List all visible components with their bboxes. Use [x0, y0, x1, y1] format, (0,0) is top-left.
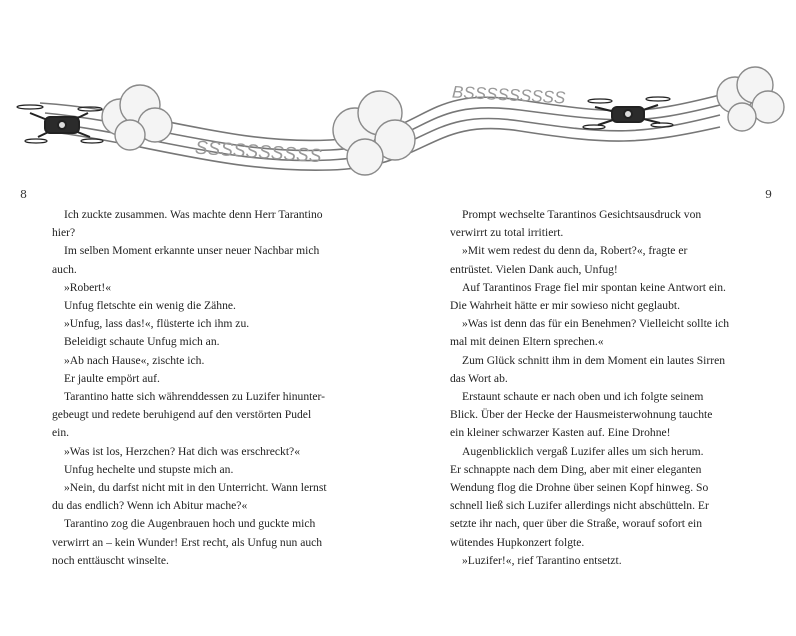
text-line: ein kleiner schwarzer Kasten auf. Eine Drohne! — [450, 426, 671, 440]
text-line: »Robert!« — [64, 280, 112, 294]
page-number-right: 9 — [765, 188, 772, 201]
text-line: das Wort ab. — [450, 371, 508, 385]
text-line: »Was ist denn das für ein Benehmen? Vielleicht sollte ich — [462, 317, 729, 331]
text-line: Auf Tarantinos Frage fiel mir spontan keine Antwort ein. — [462, 280, 726, 294]
cloud-left — [102, 85, 172, 150]
text-line: noch enttäuscht winselte. — [52, 553, 169, 567]
text-line: Unfug fletschte ein wenig die Zähne. — [64, 299, 236, 313]
drone-flight-illustration — [0, 55, 796, 195]
text-line: schnell ließ sich Luzifer allerdings nicht abschütteln. Er — [450, 499, 709, 513]
text-line: Im selben Moment erkannte unser neuer Nachbar mich — [64, 244, 320, 258]
drone-right-icon — [583, 97, 673, 129]
text-line: Blick. Über der Hecke der Hausmeisterwohnung tauchte — [450, 408, 713, 422]
left-page-text — [52, 206, 368, 570]
text-line: »Luzifer!«, rief Tarantino entsetzt. — [462, 553, 622, 567]
text-line: Prompt wechselte Tarantinos Gesichtsausdruck von — [462, 208, 702, 221]
text-line: Ich zuckte zusammen. Was machte denn Herr Tarantino — [64, 208, 323, 221]
text-line: entrüstet. Vielen Dank auch, Unfug! — [450, 262, 618, 276]
text-line: Erstaunt schaute er nach oben und ich folgte seinem — [462, 390, 704, 404]
text-line: »Was ist los, Herzchen? Hat dich was erschreckt?« — [64, 444, 301, 458]
text-line: verwirrt zu total irritiert. — [450, 226, 564, 240]
text-line: auch. — [52, 262, 77, 276]
text-line: wütendes Hupkonzert folgte. — [450, 535, 585, 549]
text-line: Er jaulte empört auf. — [64, 371, 160, 385]
text-line: Er schnappte nach dem Ding, aber mit einer eleganten — [450, 462, 702, 476]
text-line: du das endlich? Wenn ich Abitur mache?« — [52, 499, 248, 513]
text-line: setzte ihr nach, quer über die Straße, worauf sofort ein — [450, 517, 703, 531]
text-line: ein. — [52, 426, 70, 440]
text-line: Augenblicklich vergaß Luzifer alles um sich herum. — [462, 444, 704, 458]
text-line: Tarantino hatte sich währenddessen zu Luzifer hinunter- — [64, 390, 326, 404]
sound-effect-left: SSSSSSSSSS — [194, 137, 323, 168]
text-line: mal mit deinen Eltern sprechen.« — [450, 335, 604, 349]
text-line: Tarantino zog die Augenbrauen hoch und guckte mich — [64, 517, 316, 531]
text-line: »Mit wem redest du denn da, Robert?«, fragte er — [462, 244, 688, 258]
cloud-right — [717, 67, 784, 131]
page-number-left: 8 — [20, 188, 27, 201]
sound-effect-right: BSSSSSSSSS — [451, 82, 566, 108]
right-page-text — [450, 206, 746, 570]
text-line: »Nein, du darfst nicht mit in den Unterricht. Wann lernst — [64, 481, 327, 495]
text-line: verwirrt an – kein Wunder! Erst recht, als Unfug nun auch — [52, 535, 323, 549]
text-line: »Unfug, lass das!«, flüsterte ich ihm zu. — [64, 317, 250, 331]
text-line: Die Wahrheit hätte er mir sowieso nicht geglaubt. — [450, 299, 681, 313]
text-line: Unfug hechelte und stupste mich an. — [64, 462, 234, 476]
text-line: gebeugt und redete beruhigend auf den verstörten Pudel — [52, 408, 312, 422]
text-line: »Ab nach Hause«, zischte ich. — [64, 353, 205, 367]
text-line: Zum Glück schnitt ihm in dem Moment ein lautes Sirren — [462, 353, 726, 367]
cloud-middle — [333, 91, 415, 175]
text-line: Wendung flog die Drohne über seinen Kopf hinweg. So — [450, 481, 709, 495]
text-line: hier? — [52, 226, 76, 240]
text-line: Beleidigt schaute Unfug mich an. — [64, 335, 220, 349]
